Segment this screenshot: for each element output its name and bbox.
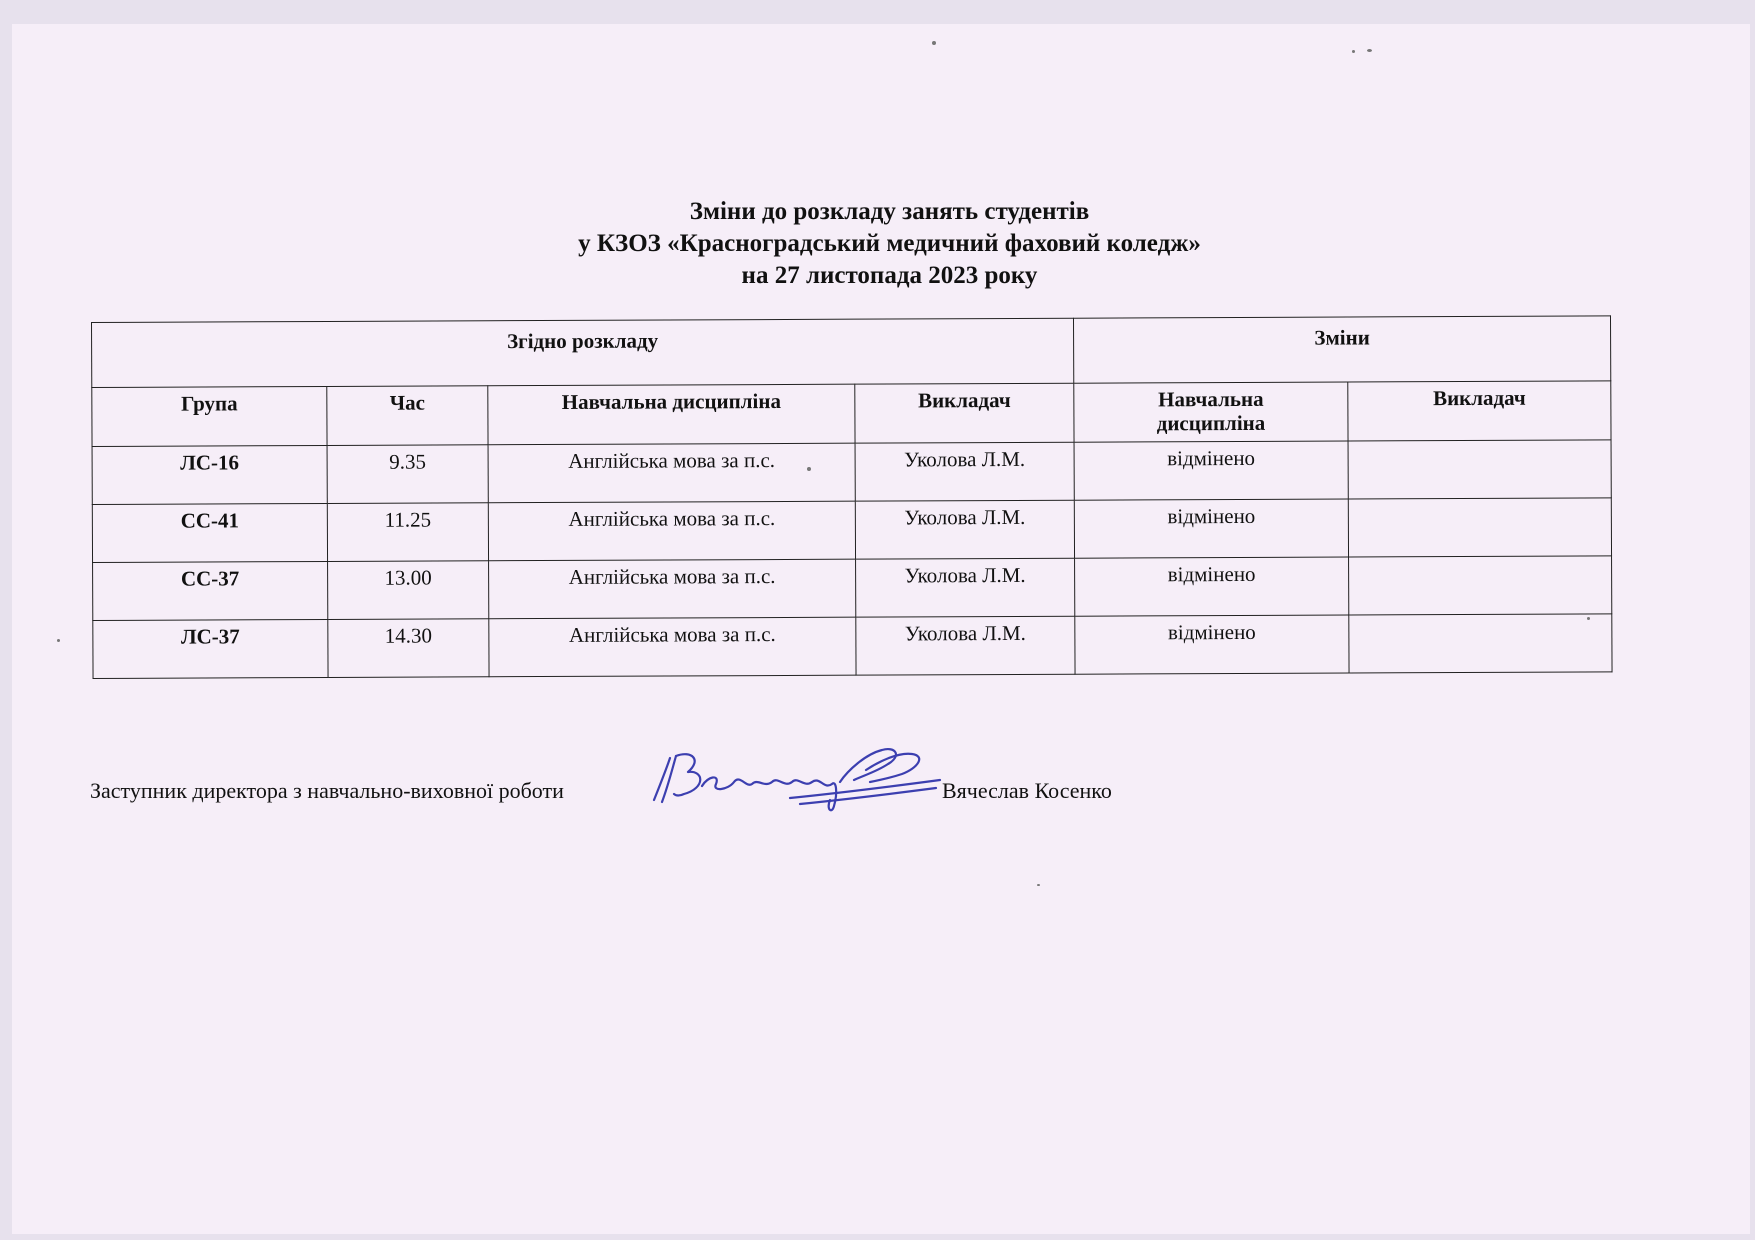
table-row xyxy=(92,498,1611,563)
cell-new-teacher xyxy=(1349,614,1612,673)
cell-teacher: Уколова Л.М. xyxy=(855,500,1074,559)
cell-group: ЛС-16 xyxy=(92,445,327,504)
cell-new-teacher xyxy=(1348,498,1611,557)
cell-group: ЛС-37 xyxy=(93,619,328,678)
column-header-group: Група xyxy=(92,386,327,446)
title-line-2: у КЗОЗ «Красноградський медичний фаховий коледж» xyxy=(578,230,1201,257)
scan-speck xyxy=(932,41,936,45)
column-header-discipline: Навчальна дисципліна xyxy=(488,384,855,445)
document-title xyxy=(0,196,1755,292)
scan-speck xyxy=(1352,50,1355,53)
column-header-new-discipline xyxy=(1074,382,1348,442)
cell-discipline: Англійська мова за п.с. xyxy=(488,501,855,561)
section-header-changes: Зміни xyxy=(1073,316,1610,383)
column-header-time: Час xyxy=(327,386,488,446)
table-row xyxy=(93,614,1612,679)
cell-time: 13.00 xyxy=(328,561,489,620)
cell-teacher: Уколова Л.М. xyxy=(855,442,1074,501)
cell-time: 9.35 xyxy=(327,445,488,504)
cell-discipline: Англійська мова за п.с. xyxy=(489,617,856,677)
column-header-new-teacher: Викладач xyxy=(1348,381,1611,441)
cell-teacher: Уколова Л.М. xyxy=(856,616,1075,675)
table-row xyxy=(92,440,1611,505)
cell-new-teacher xyxy=(1348,440,1611,499)
scan-speck xyxy=(1037,884,1040,886)
handwritten-signature xyxy=(640,740,970,820)
column-header-new-discipline-line2: дисципліна xyxy=(1156,410,1266,436)
signer-name: Вячеслав Косенко xyxy=(942,778,1112,803)
cell-new-discipline: відмінено xyxy=(1075,557,1349,616)
cell-time: 11.25 xyxy=(327,503,488,562)
cell-new-discipline: відмінено xyxy=(1074,441,1348,500)
title-line-3: на 27 листопада 2023 року xyxy=(741,262,1038,289)
scan-speck xyxy=(1367,49,1372,52)
cell-teacher: Уколова Л.М. xyxy=(856,558,1075,617)
column-header-new-discipline-line1: Навчальна xyxy=(1158,386,1264,412)
table-section-header-row xyxy=(92,316,1611,388)
table-row xyxy=(93,556,1612,621)
scan-speck xyxy=(57,639,60,642)
table-column-header-row xyxy=(92,381,1611,447)
cell-group: СС-37 xyxy=(93,561,328,620)
cell-discipline: Англійська мова за п.с. xyxy=(488,443,855,503)
section-header-scheduled: Згідно розкладу xyxy=(92,318,1074,387)
cell-group: СС-41 xyxy=(92,503,327,562)
column-header-teacher: Викладач xyxy=(855,383,1074,443)
cell-discipline: Англійська мова за п.с. xyxy=(489,559,856,619)
signer-position: Заступник директора з навчально-виховної роботи xyxy=(90,778,564,803)
schedule-changes-table xyxy=(91,315,1613,679)
title-line-1: Зміни до розкладу занять студентів xyxy=(689,198,1090,225)
cell-time: 14.30 xyxy=(328,619,489,678)
cell-new-discipline: відмінено xyxy=(1075,615,1349,674)
cell-new-teacher xyxy=(1349,556,1612,615)
cell-new-discipline: відмінено xyxy=(1074,499,1348,558)
